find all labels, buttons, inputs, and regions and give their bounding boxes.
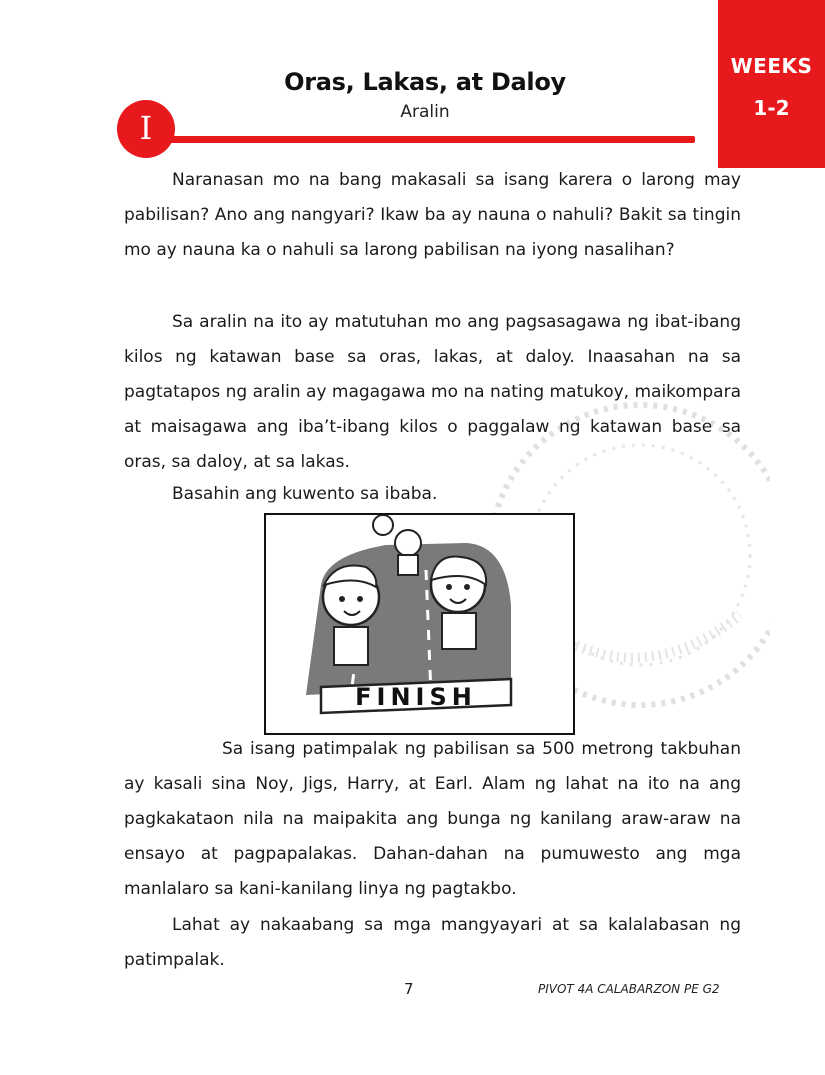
closing-paragraph: Lahat ay nakaabang sa mga mangyayari at sa kalalabasan ng patimpalak. — [124, 915, 741, 970]
intro-paragraph: Naranasan mo na bang makasali sa isang karera o larong may pabilisan? Ano ang nangyari? Ikaw ba ay nauna o nahuli? Bakit sa tingin mo ay nauna ka o nahuli sa larong pabilisan na iyong nasalihan? — [124, 170, 741, 260]
section-badge: I — [117, 100, 175, 158]
page-number: 7 — [404, 980, 414, 998]
instruction-text: Basahin ang kuwento sa ibaba. — [172, 484, 438, 504]
weeks-range: 1-2 — [753, 96, 790, 120]
title-underline — [160, 136, 695, 143]
page-title: Oras, Lakas, at Daloy — [284, 68, 566, 96]
series-label: PIVOT 4A CALABARZON PE G2 — [538, 982, 720, 996]
story-paragraph: Sa isang patimpalak ng pabilisan sa 500 metrong takbuhan ay kasali sina Noy, Jigs, Harry, at Earl. Alam ng lahat na ito na ang pagkakataon nila na maipakita ang bunga ng kanilang araw-araw na ensayo at pagpapalakas. Dahan-dahan na pumuwesto ang mga manlalaro sa kani-kanilang linya ng pagtakbo. — [124, 739, 741, 899]
race-illustration — [264, 513, 575, 735]
lesson-paragraph: Sa aralin na ito ay matutuhan mo ang pagsasagawa ng ibat-ibang kilos ng katawan base sa oras, lakas, at daloy. Inaasahan na sa pagtatapos ng aralin ay magagawa mo na nating matukoy, maikompara at maisagawa ang iba’t-ibang kilos o paggalaw ng katawan base sa oras, sa daloy, at sa lakas. — [124, 312, 741, 472]
runners-drawing — [266, 515, 573, 733]
weeks-label: WEEKS — [730, 54, 813, 78]
finish-banner-text: FINISH — [355, 683, 477, 711]
page-subtitle: Aralin — [400, 102, 450, 122]
weeks-tab — [718, 0, 825, 168]
